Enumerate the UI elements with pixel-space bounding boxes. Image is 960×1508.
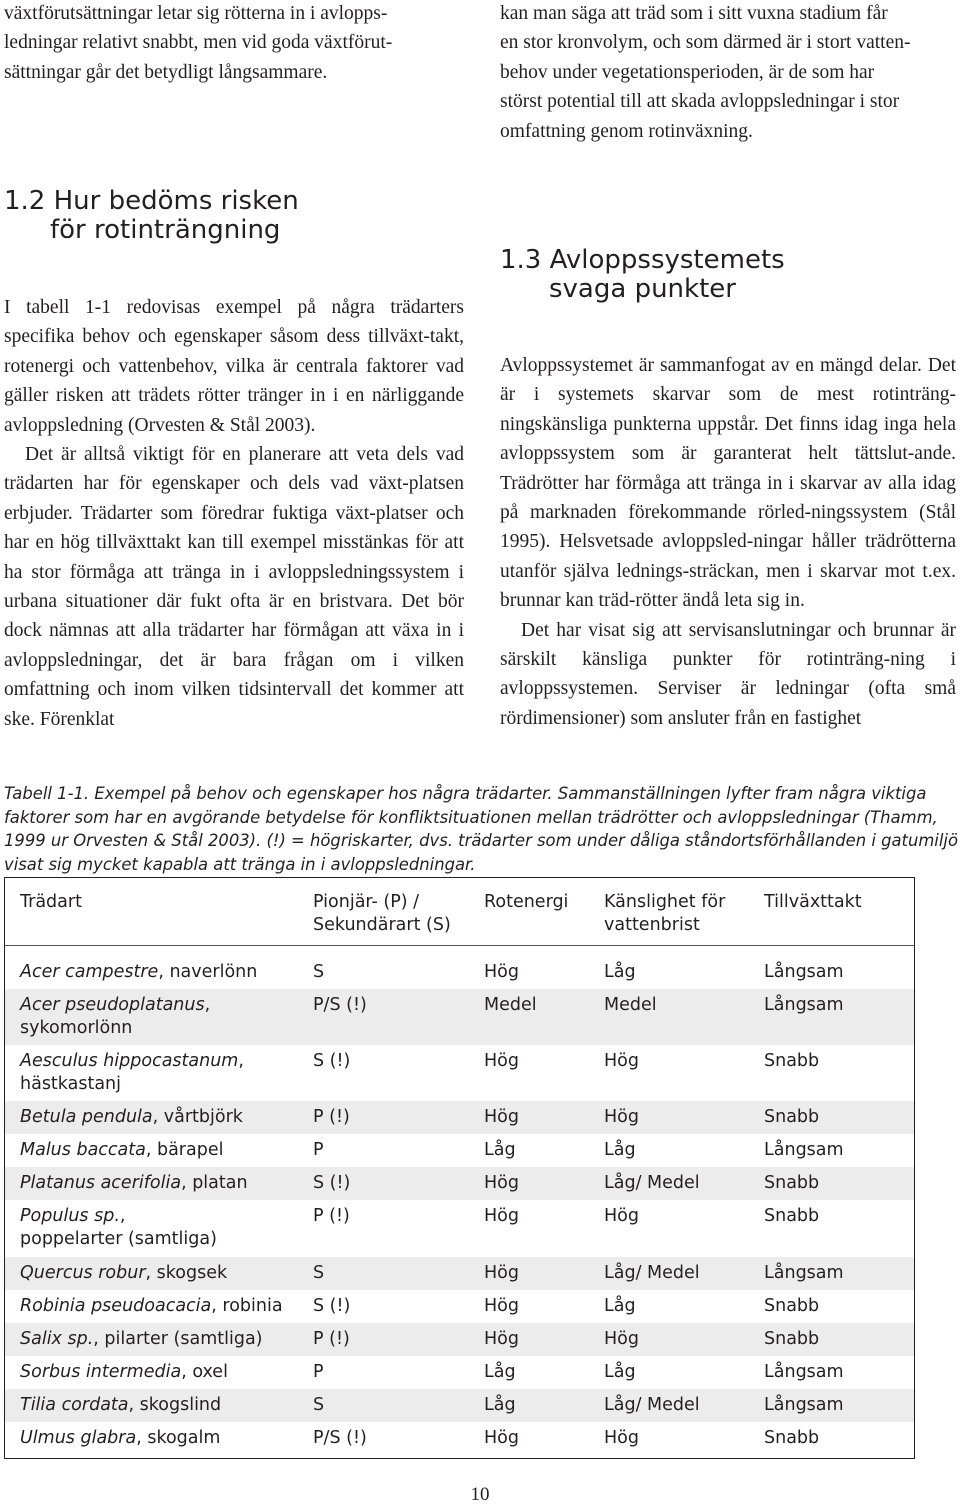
cell-species: Acer pseudoplatanus, sykomorlönn	[20, 995, 211, 1038]
cell-root-energy: Hög	[484, 1296, 519, 1316]
species-table	[4, 877, 915, 1459]
heading-line: svaga punkter	[549, 274, 736, 304]
cell-drought-sensitivity: Hög	[604, 1051, 639, 1071]
table-row	[5, 1356, 914, 1389]
table-header	[5, 878, 914, 946]
cell-root-energy: Hög	[484, 1107, 519, 1127]
cell-species: Populus sp., poppelarter (samtliga)	[20, 1206, 217, 1249]
table-row	[5, 1134, 914, 1167]
cell-species: Ulmus glabra, skogalm	[20, 1428, 221, 1448]
cell-growth-rate: Långsam	[764, 1395, 844, 1415]
cell-root-energy: Låg	[484, 1362, 516, 1382]
caption-line: visat sig mycket kapabla att tränga in i avloppsledningar.	[4, 854, 476, 874]
cell-pioneer-type: P/S (!)	[313, 1428, 367, 1448]
cell-species: Sorbus intermedia, oxel	[20, 1362, 228, 1382]
header-drought-sensitivity: Känslighet för vattenbrist	[604, 892, 726, 935]
paragraph: Det har visat sig att servisanslutningar och brunnar är särskilt känsliga punkter för rotinträng-ning i avloppssystemen. Serviser är ledningar (ofta små rördimensioner) som ansluter från en fastighet	[500, 619, 956, 729]
top-left-continuation	[4, 0, 464, 87]
text-line: kan man säga att träd som i sitt vuxna stadium får	[500, 3, 888, 24]
cell-species: Salix sp., pilarter (samtliga)	[20, 1329, 263, 1349]
cell-pioneer-type: P	[313, 1362, 324, 1382]
paragraph: Det är alltså viktigt för en planerare att veta dels vad trädarten har för egenskaper och dels vad växt-platsen erbjuder. Trädarter som föredrar fuktiga växt-platser och har en hög tillväxttakt kan till exempel misstänkas för att ha stor förmåga att tränga in i avloppsledningssystem i urbana situationer där fukt ofta är en bristvara. Det bör dock nämnas att alla trädarter har förmågan att växa in i avloppsledningar, det är bara frågan om i vilken omfattning och inom vilken tidsintervall det kommer att ske. Förenklat	[4, 444, 464, 730]
cell-growth-rate: Långsam	[764, 1362, 844, 1382]
cell-drought-sensitivity: Låg	[604, 1140, 636, 1160]
cell-growth-rate: Långsam	[764, 1263, 844, 1283]
table-row	[5, 1257, 914, 1290]
cell-growth-rate: Snabb	[764, 1296, 820, 1316]
cell-drought-sensitivity: Hög	[604, 1428, 639, 1448]
section-1-3-body	[500, 351, 956, 733]
heading-line: för rotinträngning	[50, 215, 281, 245]
cell-root-energy: Hög	[484, 1329, 519, 1349]
top-right-continuation	[500, 0, 956, 146]
cell-growth-rate: Snabb	[764, 1206, 820, 1226]
cell-pioneer-type: S (!)	[313, 1296, 351, 1316]
cell-growth-rate: Långsam	[764, 995, 844, 1015]
cell-pioneer-type: P (!)	[313, 1107, 350, 1127]
cell-pioneer-type: P (!)	[313, 1206, 350, 1226]
cell-pioneer-type: S	[313, 962, 325, 982]
cell-pioneer-type: P/S (!)	[313, 995, 367, 1015]
cell-root-energy: Hög	[484, 1263, 519, 1283]
cell-growth-rate: Långsam	[764, 1140, 844, 1160]
cell-root-energy: Låg	[484, 1140, 516, 1160]
text-line: ledningar relativt snabbt, men vid goda växtförut-	[4, 32, 393, 54]
cell-pioneer-type: S	[313, 1263, 325, 1283]
table-caption	[4, 782, 958, 876]
caption-line: faktorer som har en avgörande betydelse för konfliktsituationen mellan trädrötter och avloppsledningar (Thamm,	[4, 807, 938, 827]
table-row	[5, 1045, 914, 1101]
table-row	[5, 1101, 914, 1134]
table-row	[5, 956, 914, 989]
cell-pioneer-type: S (!)	[313, 1173, 351, 1193]
text-line: omfattning genom rotinväxning.	[500, 120, 753, 142]
cell-pioneer-type: S	[313, 1395, 325, 1415]
cell-drought-sensitivity: Låg/ Medel	[604, 1395, 700, 1415]
cell-root-energy: Hög	[484, 1428, 519, 1448]
section-heading-1-3	[500, 246, 785, 304]
text-line: behov under vegetationsperioden, är de som har	[500, 61, 875, 83]
table-row	[5, 1323, 914, 1356]
section-1-2-body	[4, 293, 464, 734]
paragraph: Avloppssystemet är sammanfogat av en mängd delar. Det är i systemets skarvar som de mest rotinträng-ningskänsliga punkterna uppstår. Det finns idag inga hela avloppssystem som är garanterat helt tättslut-ande. Trädrötter har förmåga att tränga in i skarvar av alla idag på marknaden förekommande rörled-ningssystem (Stål 1995). Helsvetsade avloppsled-ningar håller trädrötterna utanför själva lednings-sträckan, men i skarvar mot t.ex. brunnar kan träd-rötter ändå leta sig in.	[500, 355, 956, 612]
section-heading-1-2	[4, 187, 299, 245]
table-row	[5, 1422, 914, 1456]
cell-root-energy: Medel	[484, 995, 537, 1015]
cell-drought-sensitivity: Hög	[604, 1329, 639, 1349]
heading-line: 1.2 Hur bedöms risken	[4, 186, 299, 216]
text-line: störst potential till att skada avloppsledningar i stor	[500, 91, 900, 113]
text-line: en stor kronvolym, och som därmed är i stort vatten-	[500, 32, 911, 54]
header-growth-rate: Tillväxttakt	[764, 892, 862, 912]
cell-root-energy: Hög	[484, 962, 519, 982]
table-row	[5, 1167, 914, 1200]
text-line: sättningar går det betydligt långsammare.	[4, 61, 328, 83]
table-row	[5, 989, 914, 1045]
text-line: växtförutsättningar letar sig rötterna in i avlopps-	[4, 3, 388, 24]
cell-species: Robinia pseudoacacia, robinia	[20, 1296, 283, 1316]
cell-root-energy: Hög	[484, 1173, 519, 1193]
cell-drought-sensitivity: Medel	[604, 995, 657, 1015]
cell-drought-sensitivity: Låg	[604, 1362, 636, 1382]
header-root-energy: Rotenergi	[484, 892, 569, 912]
cell-species: Aesculus hippocastanum, hästkastanj	[20, 1051, 244, 1094]
cell-growth-rate: Snabb	[764, 1051, 820, 1071]
table-row	[5, 1389, 914, 1422]
cell-pioneer-type: P (!)	[313, 1329, 350, 1349]
caption-line: Tabell 1-1. Exempel på behov och egenskaper hos några trädarter. Sammanställningen lyfter fram några viktiga	[4, 784, 927, 803]
cell-growth-rate: Snabb	[764, 1329, 820, 1349]
cell-pioneer-type: S (!)	[313, 1051, 351, 1071]
caption-line: 1999 ur Orvesten & Stål 2003). (!) = högriskarter, dvs. trädarter som under dåliga ståndortsförhållanden i gatumiljö	[4, 831, 959, 851]
cell-growth-rate: Snabb	[764, 1173, 820, 1193]
cell-drought-sensitivity: Hög	[604, 1107, 639, 1127]
cell-species: Platanus acerifolia, platan	[20, 1173, 248, 1193]
cell-drought-sensitivity: Låg	[604, 962, 636, 982]
cell-root-energy: Hög	[484, 1051, 519, 1071]
header-species: Trädart	[20, 892, 82, 912]
cell-species: Betula pendula, vårtbjörk	[20, 1107, 243, 1127]
paragraph: I tabell 1-1 redovisas exempel på några trädarters specifika behov och egenskaper såsom dess tillväxt-takt, rotenergi och vattenbehov, vilka är centrala faktorer vad gäller risken att trädets rötter tränger in i en närliggande avloppsledning (Orvesten & Stål 2003).	[4, 297, 464, 436]
cell-growth-rate: Snabb	[764, 1428, 820, 1448]
table-row	[5, 1290, 914, 1323]
cell-root-energy: Hög	[484, 1206, 519, 1226]
cell-growth-rate: Snabb	[764, 1107, 820, 1127]
cell-species: Acer campestre, naverlönn	[20, 962, 258, 982]
cell-drought-sensitivity: Låg/ Medel	[604, 1263, 700, 1283]
header-pioneer: Pionjär- (P) / Sekundärart (S)	[313, 892, 451, 935]
cell-species: Tilia cordata, skogslind	[20, 1395, 222, 1415]
cell-drought-sensitivity: Låg	[604, 1296, 636, 1316]
cell-growth-rate: Långsam	[764, 962, 844, 982]
cell-species: Quercus robur, skogsek	[20, 1263, 228, 1283]
page-number: 10	[470, 1484, 490, 1505]
table-row	[5, 1200, 914, 1257]
cell-pioneer-type: P	[313, 1140, 324, 1160]
cell-root-energy: Låg	[484, 1395, 516, 1415]
heading-line: 1.3 Avloppssystemets	[500, 245, 785, 275]
cell-drought-sensitivity: Hög	[604, 1206, 639, 1226]
cell-drought-sensitivity: Låg/ Medel	[604, 1173, 700, 1193]
cell-species: Malus baccata, bärapel	[20, 1140, 224, 1160]
